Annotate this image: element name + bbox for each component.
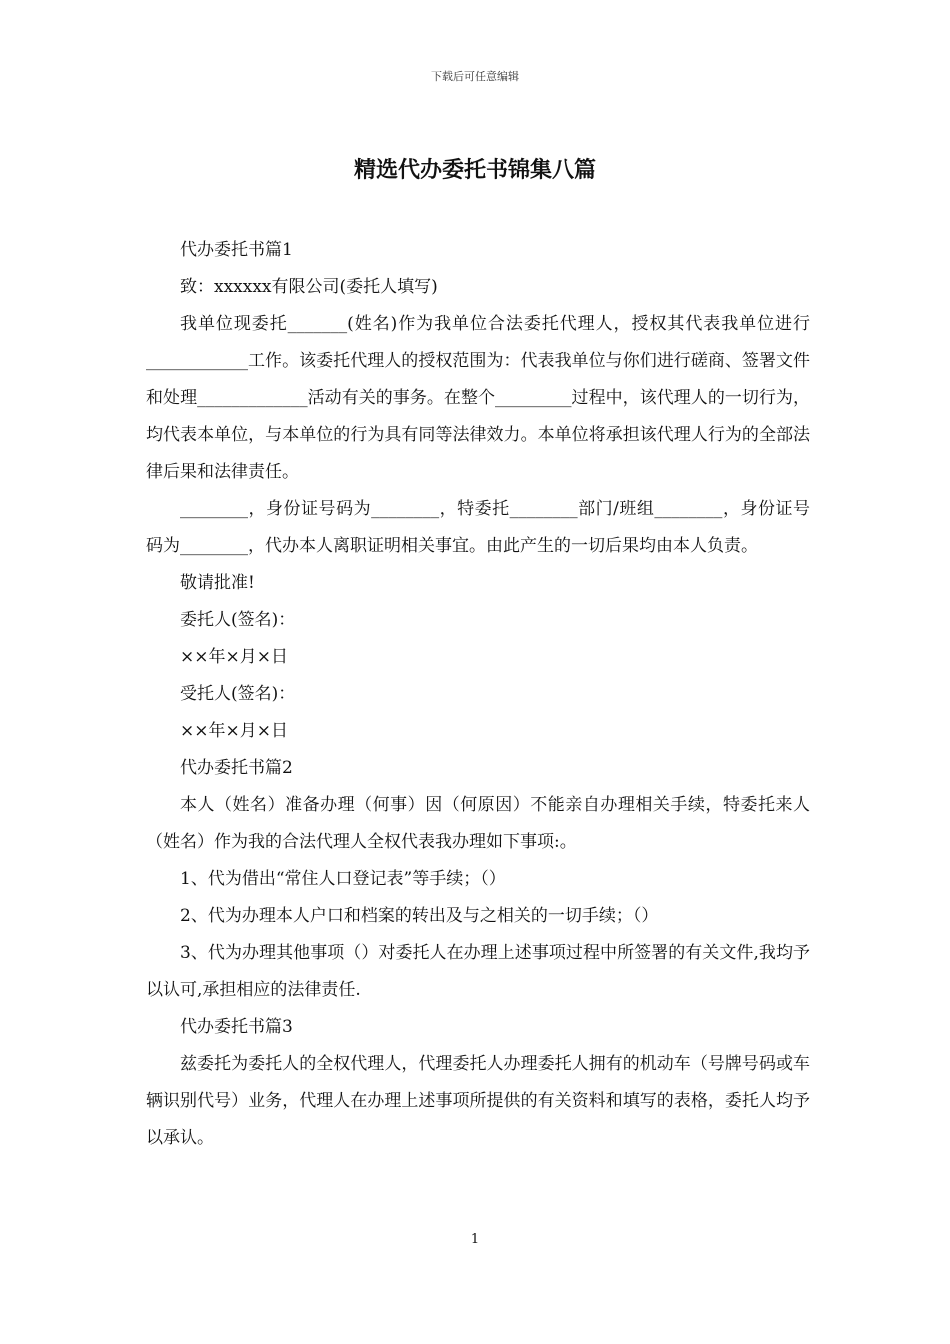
addressee-line: 致：xxxxxx有限公司(委托人填写)	[180, 277, 438, 297]
page-number: 1	[470, 1232, 480, 1247]
page-header-note: 下载后可任意编辑	[431, 70, 519, 83]
date-line: ××年×月×日	[180, 721, 288, 741]
document-title: 精选代办委托书锦集八篇	[353, 157, 596, 183]
body-paragraph: 兹委托为委托人的全权代理人，代理委托人办理委托人拥有的机动车（号牌号码或车辆识别代号）业务，代理人在办理上述事项所提供的有关资料和填写的表格，委托人均予以承认。	[146, 1054, 810, 1148]
list-item: 2、代为办理本人户口和档案的转出及与之相关的一切手续；（）	[180, 906, 659, 926]
section-heading-2: 代办委托书篇2	[180, 758, 293, 778]
body-paragraph: 本人（姓名）准备办理（何事）因（何原因）不能亲自办理相关手续，特委托来人（姓名）作为我的合法代理人全权代表我办理如下事项:。	[146, 795, 810, 852]
section-heading-3: 代办委托书篇3	[180, 1017, 293, 1037]
section-heading-1: 代办委托书篇1	[180, 240, 293, 260]
principal-signature-line: 委托人(签名)：	[180, 610, 296, 630]
body-paragraph: 我单位现委托_______(姓名)作为我单位合法委托代理人，授权其代表我单位进行____________工作。该委托代理人的授权范围为：代表我单位与你们进行磋商、签署文件和处理_____________活动有关的事务。在整个_________过程中，该代理人的一切行为，均代表本单位，与本单位的行为具有同等法律效力。本单位将承担该代理人行为的全部法律后果和法律责任。	[146, 314, 810, 482]
closing-line: 敬请批准!	[180, 573, 255, 593]
list-item: 1、代为借出“常住人口登记表”等手续；（）	[180, 869, 506, 889]
agent-signature-line: 受托人(签名)：	[180, 684, 296, 704]
date-line: ××年×月×日	[180, 647, 288, 667]
body-paragraph: ________，身份证号码为________，特委托________部门/班组________，身份证号码为________，代办本人离职证明相关事宜。由此产生的一切后果均由本人负责。	[146, 499, 810, 556]
list-item: 3、代为办理其他事项（）对委托人在办理上述事项过程中所签署的有关文件,我均予以认可,承担相应的法律责任.	[146, 943, 810, 1000]
document-body	[146, 232, 810, 1157]
